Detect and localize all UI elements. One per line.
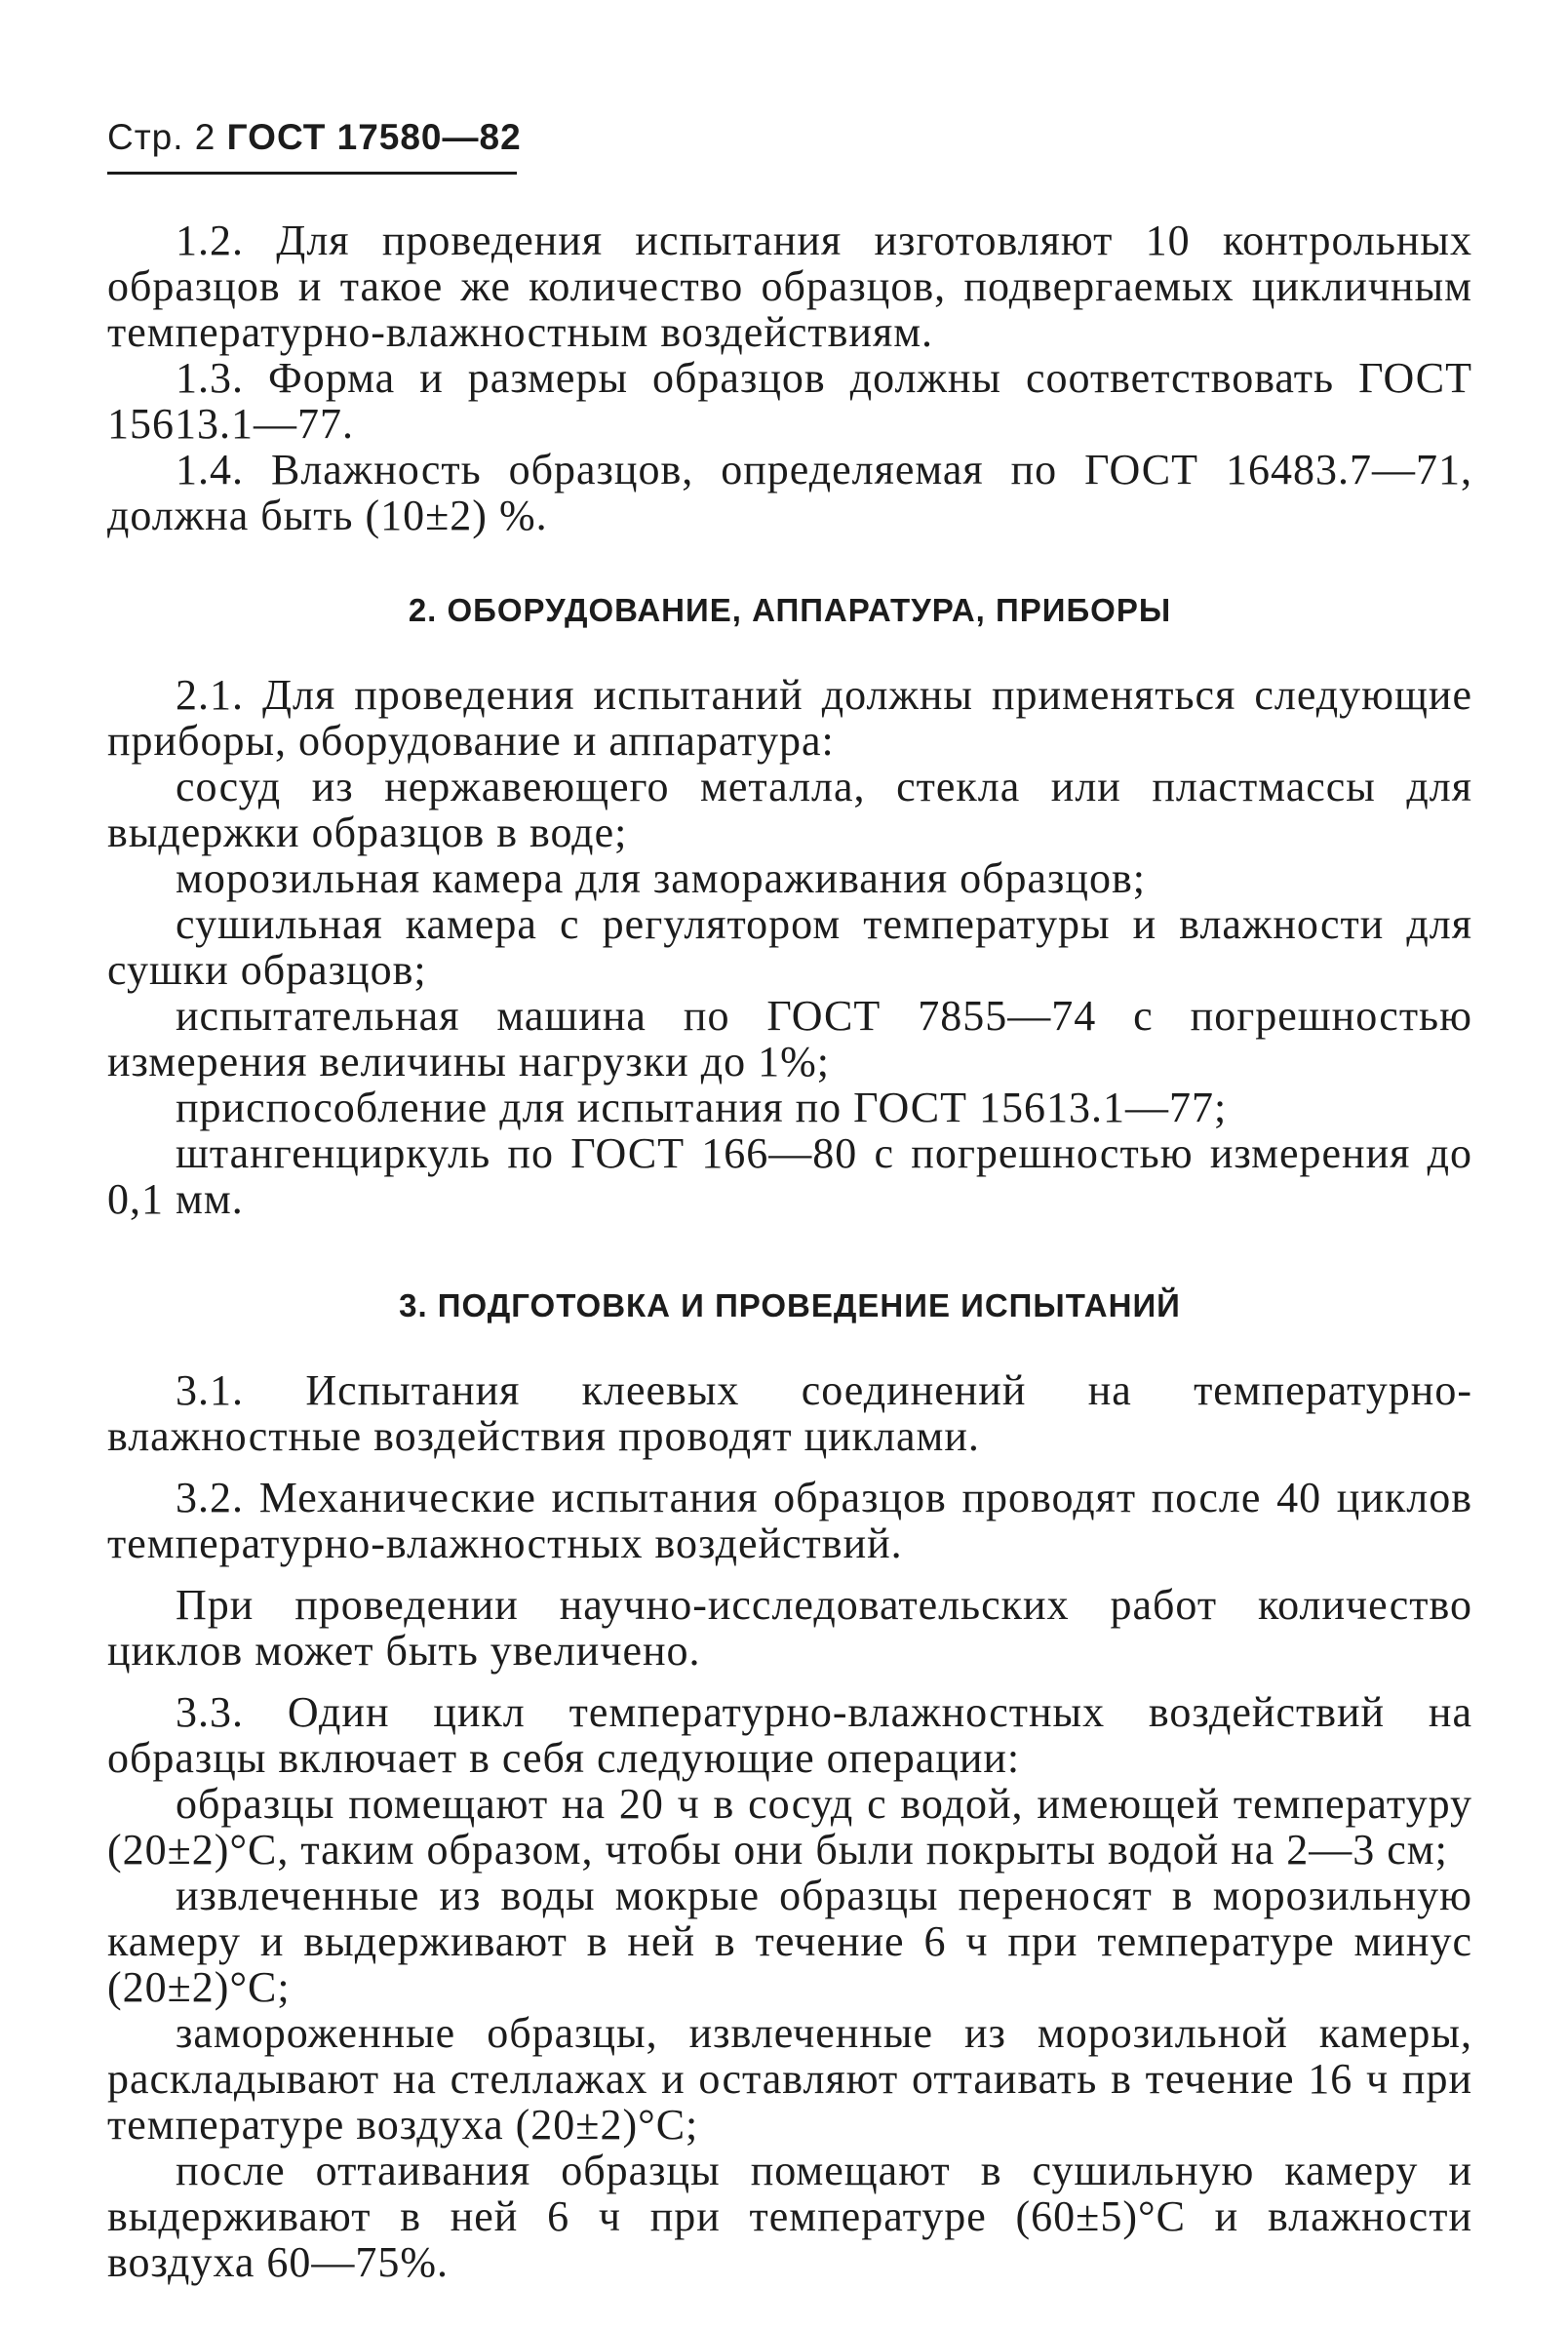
operation-drying: после оттаивания образцы помещают в сушильную камеру и выдерживают в ней 6 ч при температуре (60±5)°С и влажности воздуха 60—75%. [107, 2147, 1472, 2286]
clause-3-1: 3.1. Испытания клеевых соединений на температурно-влажностные воздействия проводят циклами. [107, 1366, 1472, 1460]
operation-soaking: образцы помещают на 20 ч в сосуд с водой, имеющей температуру (20±2)°С, таким образом, чтобы они были покрыты водой на 2—3 см; [107, 1780, 1472, 1874]
equipment-item-vessel: сосуд из нержавеющего металла, стекла или пластмассы для выдержки образцов в воде; [107, 763, 1472, 856]
equipment-item-testing-machine: испытательная машина по ГОСТ 7855—74 с погрешностью измерения величины нагрузки до 1%; [107, 992, 1472, 1085]
clause-3-2: 3.2. Механические испытания образцов проводят после 40 циклов температурно-влажностных воздействий. [107, 1474, 1472, 1567]
clause-3-2-note: При проведении научно-исследовательских работ количество циклов может быть увеличено. [107, 1581, 1472, 1675]
section-heading-2: 2. ОБОРУДОВАНИЕ, АППАРАТУРА, ПРИБОРЫ [408, 592, 1172, 628]
equipment-item-caliper: штангенциркуль по ГОСТ 166—80 с погрешностью измерения до 0,1 мм. [107, 1129, 1472, 1223]
clause-1-3: 1.3. Форма и размеры образцов должны соответствовать ГОСТ 15613.1—77. [107, 354, 1472, 448]
section-heading-3: 3. ПОДГОТОВКА И ПРОВЕДЕНИЕ ИСПЫТАНИЙ [399, 1287, 1181, 1323]
clause-3-3: 3.3. Один цикл температурно-влажностных воздействий на образцы включает в себя следующие операции: [107, 1688, 1472, 1782]
equipment-item-freezer: морозильная камера для замораживания образцов; [176, 854, 1146, 902]
clause-1-4: 1.4. Влажность образцов, определяемая по ГОСТ 16483.7—71, должна быть (10±2) %. [107, 446, 1472, 539]
running-header [107, 117, 522, 175]
operation-freezing: извлеченные из воды мокрые образцы переносят в морозильную камеру и выдерживают в ней в течение 6 ч при температуре минус (20±2)°С; [107, 1872, 1472, 2011]
standard-number: ГОСТ 17580—82 [226, 117, 522, 157]
equipment-item-drying-chamber: сушильная камера с регулятором температуры и влажности для сушки образцов; [107, 900, 1472, 994]
page-label: Стр. 2 [107, 117, 216, 157]
clause-1-2: 1.2. Для проведения испытания изготовляют 10 контрольных образцов и такое же количество образцов, подвергаемых цикличным температурно-влажностным воздействиям. [107, 217, 1472, 356]
equipment-item-fixture: приспособление для испытания по ГОСТ 15613.1—77; [176, 1084, 1228, 1131]
document-body [107, 217, 1472, 2285]
document-page [107, 117, 1472, 2285]
operation-thawing: замороженные образцы, извлеченные из морозильной камеры, раскладывают на стеллажах и оставляют оттаивать в течение 16 ч при температуре воздуха (20±2)°С; [107, 2009, 1472, 2149]
clause-2-1: 2.1. Для проведения испытаний должны применяться следующие приборы, оборудование и аппаратура: [107, 671, 1472, 765]
